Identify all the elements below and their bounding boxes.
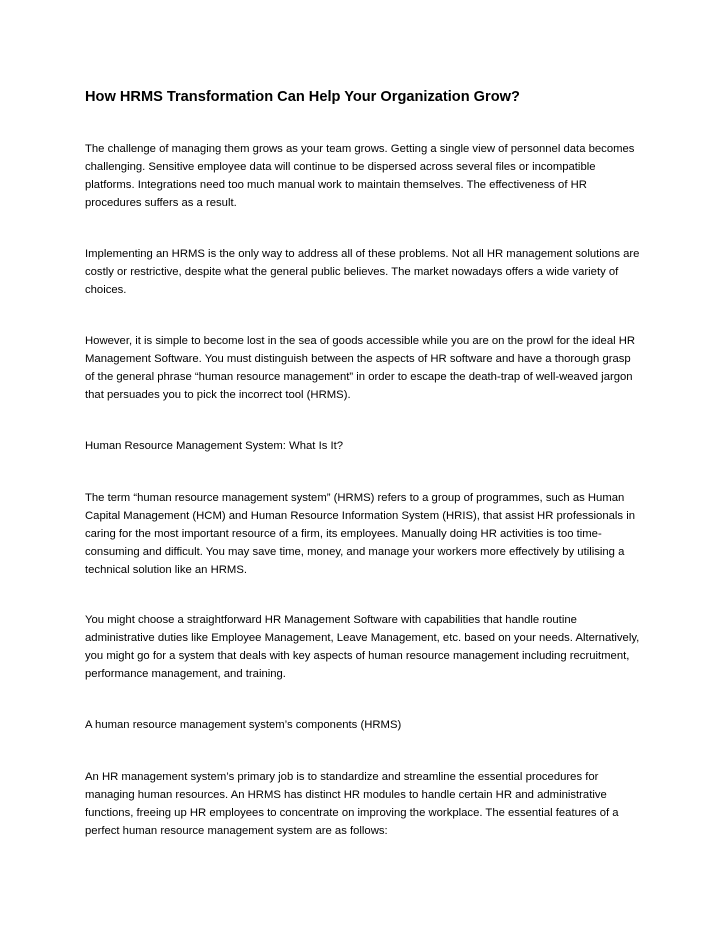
paragraph-primary-job: An HR management system’s primary job is to standardize and streamline the essential procedures for managing human resources. An HRMS has distinct HR modules to handle certain HR and administrative functions, freeing up HR employees to concentrate on improving the workplace. The essential features of a perfect human resource management system are as follows: xyxy=(85,771,619,837)
paragraph-implementing: Implementing an HRMS is the only way to address all of these problems. Not all HR management solutions are costly or restrictive, despite what the general public believes. The market nowadays offers a wide variety of choices. xyxy=(85,248,640,296)
section-heading-what-is-hrms: Human Resource Management System: What Is It? xyxy=(85,440,344,452)
document-title: How HRMS Transformation Can Help Your Organization Grow? xyxy=(85,89,520,105)
paragraph-challenge: The challenge of managing them grows as your team grows. Getting a single view of personnel data becomes challenging. Sensitive employee data will continue to be dispersed across several files or incompatible platforms. Integrations need too much manual work to maintain themselves. The effectiveness of HR procedures suffers as a result. xyxy=(85,143,635,209)
paragraph-options: You might choose a straightforward HR Management Software with capabilities that handle routine administrative duties like Employee Management, Leave Management, etc. based on your needs. Alternatively, you might go for a system that deals with key aspects of human resource management including recruitment, performance management, and training. xyxy=(85,614,640,680)
paragraph-however: However, it is simple to become lost in the sea of goods accessible while you are on the prowl for the ideal HR Management Software. You must distinguish between the aspects of HR software and have a thorough grasp of the general phrase “human resource management” in order to escape the death-trap of well-weaved jargon that persuades you to pick the incorrect tool (HRMS). xyxy=(85,335,636,401)
section-heading-components: A human resource management system’s components (HRMS) xyxy=(85,719,402,731)
paragraph-definition: The term “human resource management system” (HRMS) refers to a group of programmes, such as Human Capital Management (HCM) and Human Resource Information System (HRIS), that assist HR professionals in caring for the most important resource of a firm, its employees. Manually doing HR activities is too time-consuming and difficult. You may save time, money, and manage your workers more effectively by utilising a technical solution like an HRMS. xyxy=(85,492,635,576)
